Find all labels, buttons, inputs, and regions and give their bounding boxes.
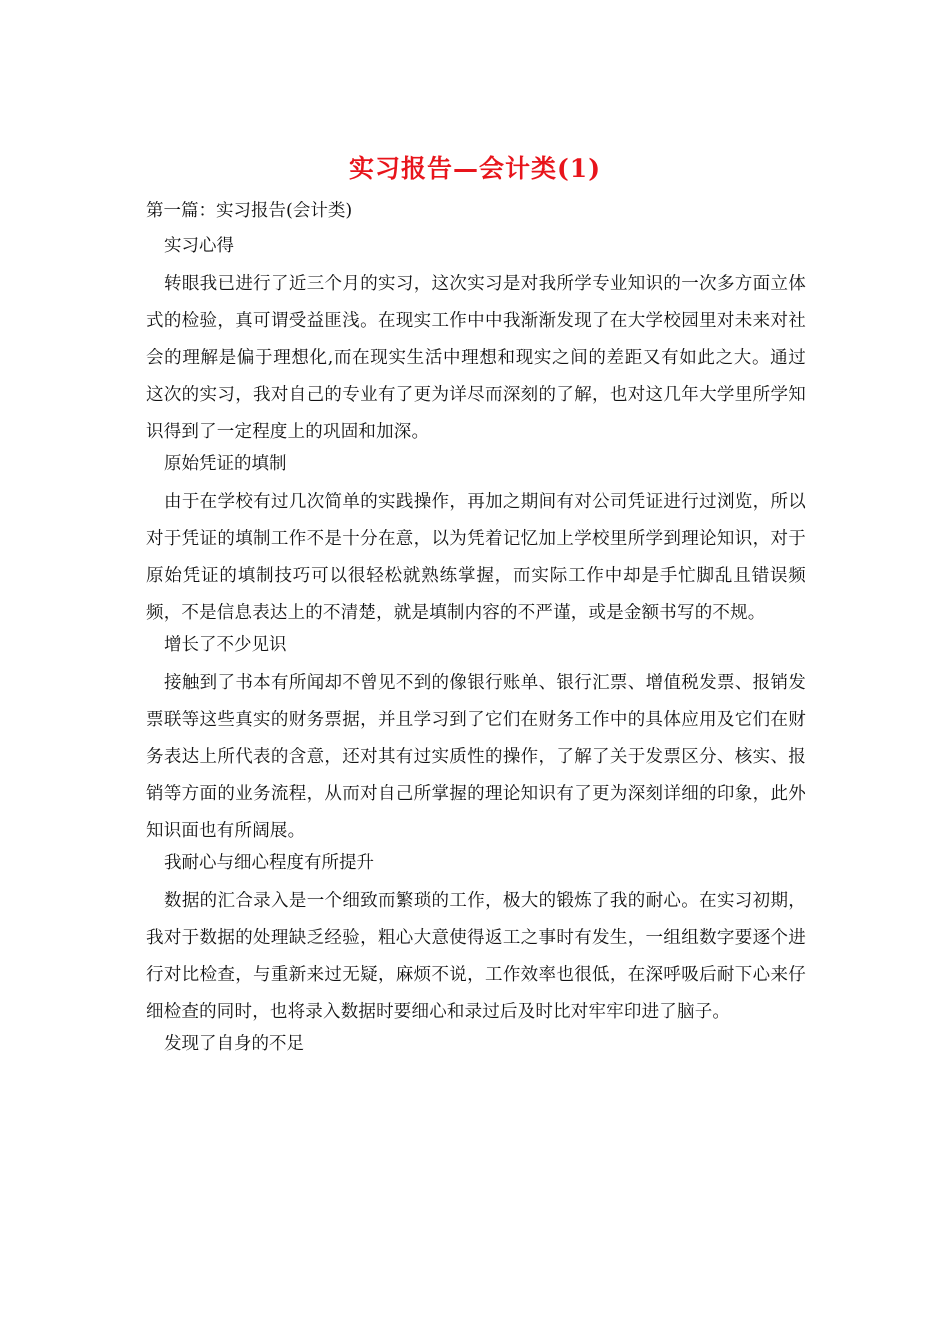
section-heading-1: 实习心得 bbox=[164, 236, 234, 256]
section-paragraph-3: 接触到了书本有所闻却不曾见不到的像银行账单、银行汇票、增值税发票、报销发票联等这些真实的财务票据，并且学习到了它们在财务工作中的具体应用及它们在财务表达上所代表的含意，还对其有过实质性的操作，了解了关于发票区分、核实、报销等方面的业务流程，从而对自己所掌握的理论知识有了更为深刻详细的印象，此外知识面也有所阔展。 bbox=[146, 673, 806, 841]
document-title: 实习报告—会计类(1) bbox=[348, 154, 602, 183]
document-body bbox=[146, 196, 806, 1064]
section-heading-2: 原始凭证的填制 bbox=[164, 454, 287, 474]
chapter-heading: 第一篇：实习报告(会计类) bbox=[146, 201, 353, 221]
section-paragraph-2: 由于在学校有过几次简单的实践操作，再加之期间有对公司凭证进行过浏览，所以对于凭证的填制工作不是十分在意，以为凭着记忆加上学校里所学到理论知识，对于原始凭证的填制技巧可以很轻松就熟练掌握，而实际工作中却是手忙脚乱且错误频频，不是信息表达上的不清楚，就是填制内容的不严谨，或是金额书写的不规。 bbox=[146, 492, 806, 623]
section-heading-4: 我耐心与细心程度有所提升 bbox=[164, 853, 374, 873]
section-paragraph-1: 转眼我已进行了近三个月的实习，这次实习是对我所学专业知识的一次多方面立体式的检验，真可谓受益匪浅。在现实工作中中我渐渐发现了在大学校园里对未来对社会的理解是偏于理想化,而在现实生活中理想和现实之间的差距又有如此之大。通过这次的实习，我对自己的专业有了更为详尽而深刻的了解，也对这几年大学里所学知识得到了一定程度上的巩固和加深。 bbox=[146, 274, 806, 442]
section-heading-5: 发现了自身的不足 bbox=[164, 1034, 304, 1054]
section-paragraph-4: 数据的汇合录入是一个细致而繁琐的工作，极大的锻炼了我的耐心。在实习初期，我对于数据的处理缺乏经验，粗心大意使得返工之事时有发生，一组组数字要逐个进行对比检查，与重新来过无疑，麻烦不说，工作效率也很低，在深呼吸后耐下心来仔细检查的同时，也将录入数据时要细心和录过后及时比对牢牢印进了脑子。 bbox=[146, 891, 806, 1022]
section-heading-3: 增长了不少见识 bbox=[164, 635, 287, 655]
